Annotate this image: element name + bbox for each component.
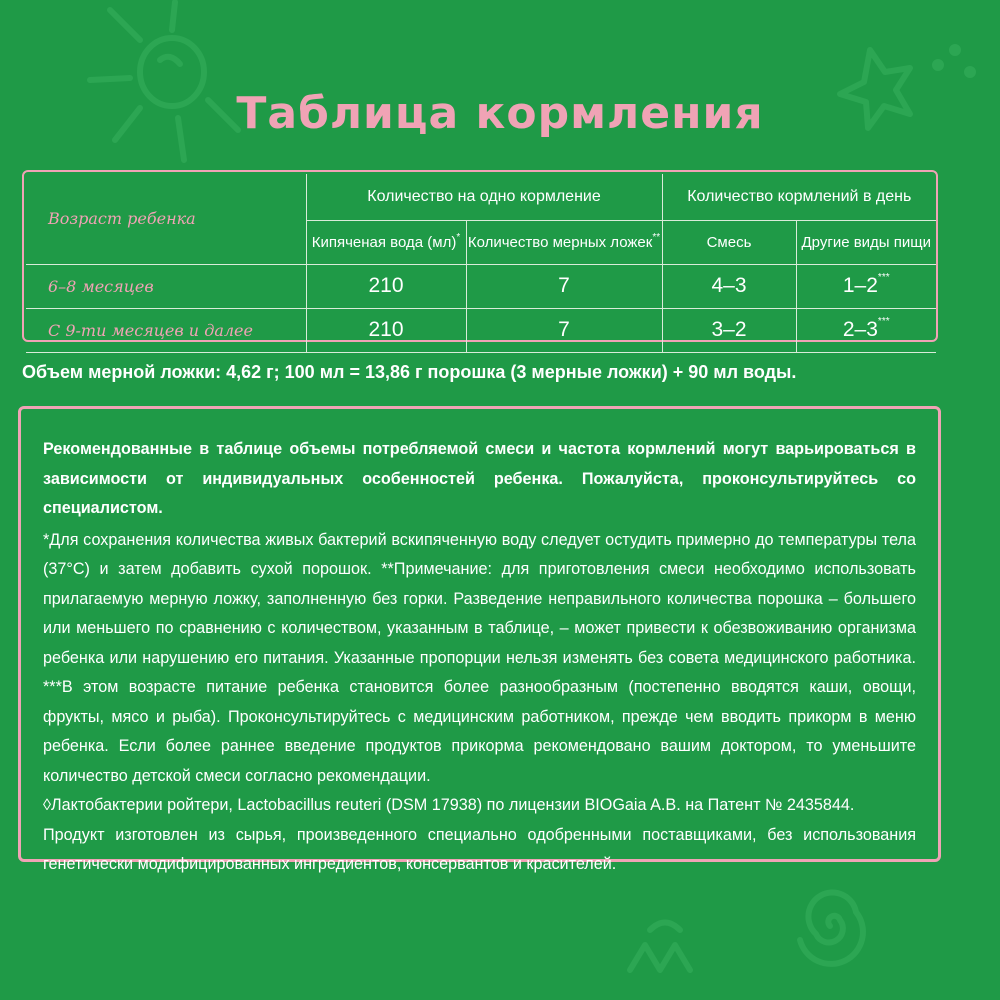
- other-food-cell: 1–2***: [796, 264, 936, 308]
- age-header: Возраст ребенка: [26, 174, 306, 264]
- spoons-cell: 7: [466, 308, 662, 352]
- formula-cell: 3–2: [662, 308, 796, 352]
- zigzag-doodle-icon: [620, 900, 750, 990]
- table-row: [26, 308, 936, 352]
- formula-cell: 4–3: [662, 264, 796, 308]
- formula-header: Смесь: [662, 220, 796, 264]
- product-text: Продукт изготовлен из сырья, произведенного специально одобренными поставщиками, без использования генетически модифицированных ингредиентов, консервантов и красителей.: [43, 825, 916, 873]
- per-feeding-header: Количество на одно кормление: [306, 174, 662, 220]
- other-food-header: Другие виды пищи: [796, 220, 936, 264]
- feeding-table: [26, 174, 936, 353]
- spoons-cell: 7: [466, 264, 662, 308]
- recommendation-text: Рекомендованные в таблице объемы потребляемой смеси и частота кормлений могут варьироваться в зависимости от индивидуальных особенностей ребенка. Пожалуйста, проконсультируйтесь со специалистом.: [43, 440, 916, 517]
- spiral-doodle-icon: [770, 870, 890, 980]
- footnotes-text: *Для сохранения количества живых бактерий вскипяченную воду следует остудить примерно до температуры тела (37°С) и затем добавить сухой порошок. **Примечание: для приготовления смеси необходимо использовать прилагаемую мерную ложку, заполненную без горки. Разведение неправильного количества порошка – большего или меньшего по сравнению с количеством, указанным в таблице, – может привести к обезвоживанию организма ребенка или нарушению его питания. Указанные пропорции нельзя изменять без совета медицинского работника. ***В этом возрасте питание ребенка становится более разнообразным (постепенно вводятся каши, овощи, фрукты, мясо и рыба). Проконсультируйтесь с медицинским работником, прежде чем вводить прикорм в меню ребенка. Если более раннее введение продуктов прикорма рекомендовано вашим доктором, то уменьшите количество детской смеси согласно рекомендации.: [43, 530, 916, 785]
- water-cell: 210: [306, 264, 466, 308]
- page-title: Таблица кормления: [236, 88, 764, 139]
- scoop-volume-note: Объем мерной ложки: 4,62 г; 100 мл = 13,86 г порошка (3 мерные ложки) + 90 мл воды.: [22, 362, 797, 382]
- license-text: ◊Лактобактерии ройтери, Lactobacillus reuteri (DSM 17938) по лицензии BIOGaia A.B. на Патент № 2435844.: [43, 796, 855, 814]
- per-day-header: Количество кормлений в день: [662, 174, 936, 220]
- other-food-cell: 2–3***: [796, 308, 936, 352]
- spoons-header: Количество мерных ложек**: [466, 220, 662, 264]
- age-cell: 6–8 месяцев: [26, 264, 306, 308]
- age-cell: С 9-ти месяцев и далее: [26, 308, 306, 352]
- notes-box: [18, 406, 941, 873]
- water-header: Кипяченая вода (мл)*: [306, 220, 466, 264]
- table-row: [26, 264, 936, 308]
- sun-doodle-icon: [60, 0, 250, 170]
- water-cell: 210: [306, 308, 466, 352]
